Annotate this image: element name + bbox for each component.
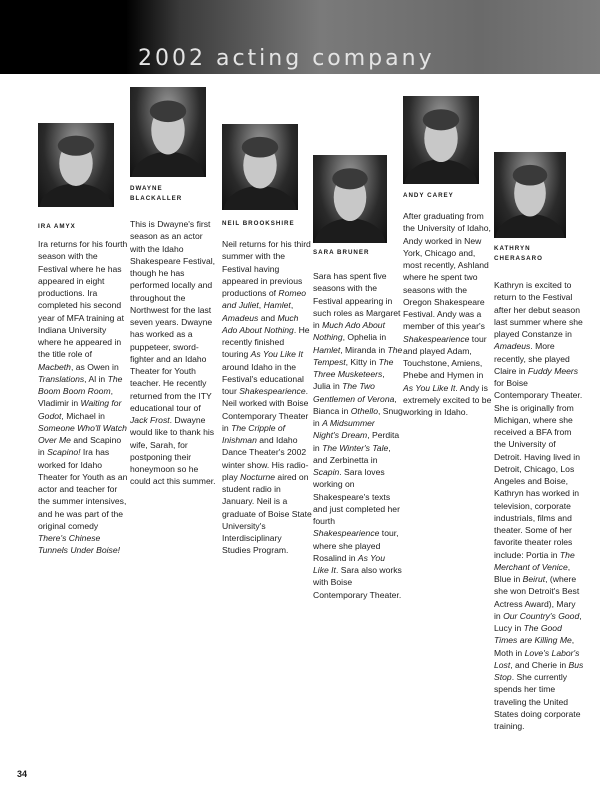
member-name: IRA AMYX <box>38 223 76 230</box>
bio-title-italic: Nocturne <box>240 471 276 482</box>
bio-title-italic: The Three Musketeers <box>313 356 394 379</box>
bio-title-italic: Much Ado About Nothing <box>313 320 385 343</box>
bio-title-italic: Hamlet <box>263 300 291 311</box>
bio-title-italic: A Midsummer Night's Dream <box>313 418 375 441</box>
bio-title-italic: As You Like It <box>313 552 385 575</box>
member-bio <box>494 279 584 732</box>
bio-title-italic: Love's Labor's Lost <box>494 647 580 670</box>
member-name: ANDY CAREY <box>403 192 454 199</box>
bio-text: , Vladimir in <box>38 386 113 409</box>
bio-text: , Miranda in <box>340 344 388 355</box>
member-name: DWAYNE BLACKALLER <box>130 185 183 202</box>
headshot-photo <box>494 152 566 238</box>
headshot-silhouette <box>38 123 114 207</box>
bio-title-italic: Our Country's Good <box>503 610 580 621</box>
bio-title-italic: Shakespearience <box>239 386 306 396</box>
bio-text: . Sara loves working on Shakespeare's texts and just completed her fourth <box>313 467 400 526</box>
bio-title-italic: Waiting for Godot <box>38 398 122 421</box>
bio-text: Neil returns for his third summer with the Festival having appeared in previous productions of <box>222 239 311 298</box>
bio-title-italic: Shakespearience <box>403 333 470 344</box>
bio-title-italic: As You Like It <box>250 349 304 360</box>
member-bio <box>313 270 403 601</box>
bio-title-italic: Shakespearience <box>313 528 380 539</box>
member-bio <box>403 210 493 418</box>
bio-text: After graduating from the University of Idaho, Andy worked in New York, Chicago and, most recently, Ashland where he spent two seasons with the Oregon Shakespeare Festival. Andy was a member of this year's <box>403 211 491 332</box>
bio-text: , Michael in <box>61 410 105 421</box>
bio-text: . Dwayne would like to thank his wife, Sarah, for postponing their honeymoon so he could act this summer. <box>130 415 216 487</box>
header-black-block <box>0 0 126 74</box>
bio-text: , and Zerbinetta in <box>313 442 391 465</box>
bio-text: , Bianca in <box>313 393 397 416</box>
bio-text: , Ophelia in <box>342 332 387 343</box>
headshot-silhouette <box>403 96 479 184</box>
bio-title-italic: Translations <box>38 373 85 384</box>
bio-text: Ira returns for his fourth season with the Festival where he has appeared in eight productions. Ira completed his second year of MFA training at Indiana University where he appeared in the title role of <box>38 239 128 360</box>
bio-text: , Moth in <box>494 635 575 658</box>
member-bio <box>38 238 128 557</box>
headshot-photo <box>38 123 114 207</box>
bio-title-italic: Hamlet <box>313 344 341 355</box>
bio-text: , Snug in <box>313 405 403 428</box>
bio-text: , <box>258 300 264 311</box>
bio-text: , Blue in <box>494 561 571 584</box>
bio-text: , and Cherie in <box>510 659 569 670</box>
bio-text: This is Dwayne's first season as an actor with the Idaho Shakespeare Festival, though he has performed locally and throughout the Northwest for the last seven years. Dwayne has worked as a puppeteer, sword-fighter and an Idaho Theater for Youth teacher. He recently returned from the ITY educational tour of <box>130 219 216 413</box>
bio-text: and Idaho Dance Theater's 2002 winter show. His radio-play <box>222 435 309 482</box>
bio-text: and Scapino in <box>38 435 122 458</box>
bio-title-italic: Beirut <box>522 574 546 584</box>
bio-text: . More recently, she played Claire in <box>494 341 570 376</box>
bio-title-italic: Fuddy Meers <box>527 365 579 376</box>
bio-text: for Boise Contemporary Theater. She is originally from Michigan, where she received a BFA from the University of Detroit. Having lived in Detroit, Chicago, Los Angeles and Boise, Kathryn has worked in television, corporate industrials, films and theater. Some of her favorite theater roles include: Portia in <box>494 378 583 560</box>
bio-title-italic: Macbeth <box>38 361 71 372</box>
bio-text: . He recently finished touring <box>222 324 310 360</box>
bio-text: and <box>258 312 278 323</box>
bio-text: , Lucy in <box>494 610 582 633</box>
bio-title-italic: The Boom Boom Room <box>38 373 123 396</box>
bio-title-italic: The Winter's Tale <box>322 442 389 453</box>
page-title: 2002 acting company <box>138 46 435 71</box>
bio-text: tour, where she played Rosalind in <box>313 528 399 563</box>
bio-title-italic: The Good Times are Killing Me <box>494 623 572 646</box>
headshot-silhouette <box>494 152 566 238</box>
bio-text: , Julia in <box>313 369 385 392</box>
bio-text: aired on student radio in January. Neil is a graduate of Boise State University's Interdisciplinary Studies Program. <box>222 471 312 556</box>
bio-text: . Andy is extremely excited to be working in Idaho. <box>403 382 492 417</box>
headshot-photo <box>222 124 298 210</box>
bio-text: , <box>290 300 294 311</box>
bio-title-italic: The Tempest <box>313 344 403 367</box>
bio-text: around Idaho in the Festival's educational tour <box>222 361 304 396</box>
headshot-silhouette <box>313 155 387 243</box>
headshot-photo <box>403 96 479 184</box>
bio-title-italic: Bus Stop <box>494 659 584 682</box>
bio-text: . Neil worked with Boise Contemporary Theater in <box>222 386 309 433</box>
member-name: SARA BRUNER <box>313 249 370 256</box>
bio-text: , Perdita in <box>313 430 400 453</box>
member-name: KATHRYN CHERASARO <box>494 245 543 262</box>
headshot-photo <box>130 87 206 177</box>
bio-text: Sara has spent five seasons with the Festival appearing in such roles as Margaret in <box>313 271 401 330</box>
bio-title-italic: Scapin <box>313 467 340 477</box>
bio-title-italic: Much Ado About Nothing <box>222 312 299 335</box>
bio-title-italic: The Cripple of Inishman <box>222 422 286 445</box>
bio-title-italic: Othello <box>350 405 378 416</box>
bio-text: , (where she won Detroit's Best Actress Award), Mary in <box>494 574 580 621</box>
bio-title-italic: Amadeus <box>222 312 259 323</box>
bio-title-italic: There's Chinese Tunnels Under Boise! <box>38 533 121 556</box>
bio-text: , Al in <box>84 373 108 384</box>
member-bio <box>222 238 312 557</box>
member-bio <box>130 218 220 488</box>
headshot-photo <box>313 155 387 243</box>
page-number: 34 <box>17 769 28 779</box>
headshot-silhouette <box>222 124 298 210</box>
bio-title-italic: Someone Who'll Watch Over Me <box>38 422 127 445</box>
bio-text: Kathryn is excited to return to the Festival after her debut season last summer where she played Constanze in <box>494 280 583 339</box>
headshot-silhouette <box>130 87 206 177</box>
bio-title-italic: Scapino! <box>47 447 81 458</box>
bio-title-italic: The Two Gentlemen of Verona <box>313 381 395 404</box>
bio-title-italic: Romeo and Juliet <box>222 288 307 311</box>
bio-title-italic: The Merchant of Venice <box>494 549 575 572</box>
member-name: NEIL BROOKSHIRE <box>222 220 295 227</box>
bio-title-italic: Amadeus <box>494 341 531 352</box>
bio-text: . Sara also works with Boise Contemporary Theater. <box>313 565 402 600</box>
bio-text: tour and played Adam, Touchstone, Amiens, Phebe and Hymen in <box>403 333 487 381</box>
bio-text: , as Owen in <box>70 361 119 372</box>
bio-text: . She currently spends her time traveling the United States doing corporate training. <box>494 672 581 731</box>
bio-title-italic: As You Like It <box>403 382 456 393</box>
bio-text: , Kitty in <box>345 356 379 367</box>
bio-text: Ira has worked for Idaho Theater for Youth as an actor and teacher for the summer intensives, and he was part of the original comedy <box>38 447 128 531</box>
bio-title-italic: Jack Frost <box>130 415 170 425</box>
